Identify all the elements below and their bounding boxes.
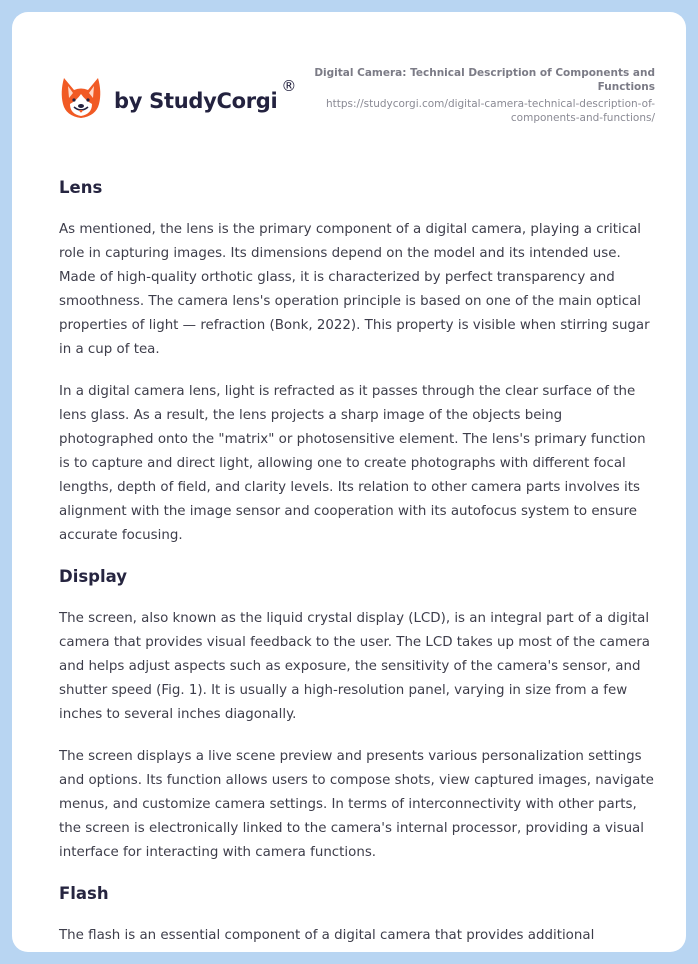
page-header	[12, 12, 686, 152]
document-meta	[295, 66, 655, 125]
section-heading-lens: Lens	[59, 178, 103, 197]
registered-mark: ®	[281, 77, 297, 95]
paragraph: The screen, also known as the liquid crystal display (LCD), is an integral part of a digital camera that provides visual feedback to the user. The LCD takes up most of the camera and helps adjust aspects such as exposure, the sensitivity of the camera's sensor, and shutter speed (Fig. 1). It is usually a high-resolution panel, varying in size from a few inches to several inches diagonally.	[59, 611, 650, 722]
corgi-head-icon	[60, 76, 102, 120]
brand-name: by StudyCorgi	[114, 89, 278, 113]
paragraph: The flash is an essential component of a digital camera that provides additional	[59, 928, 595, 943]
document-title: Digital Camera: Technical Description of Components and Functions	[314, 67, 655, 93]
paragraph: The screen displays a live scene preview and presents various personalization settings and options. Its function allows users to compose shots, view captured images, navigate menus, and customize camera settings. In terms of interconnectivity with other parts, the screen is electronically linked to the camera's internal processor, providing a visual interface for interacting with camera functions.	[59, 749, 654, 860]
studycorgi-logo[interactable]	[60, 76, 296, 120]
document-page	[12, 12, 686, 952]
document-url[interactable]: https://studycorgi.com/digital-camera-technical-description-of-components-and-functions/	[325, 98, 655, 124]
section-heading-flash: Flash	[59, 884, 109, 903]
paragraph: In a digital camera lens, light is refracted as it passes through the clear surface of the lens glass. As a result, the lens projects a sharp image of the objects being photographed onto the "matrix" or photosensitive element. The lens's primary function is to capture and direct light, allowing one to create photographs with different focal lengths, depth of field, and clarity levels. Its relation to other camera parts involves its alignment with the image sensor and cooperation with its autofocus system to ensure accurate focusing.	[59, 384, 646, 543]
paragraph: As mentioned, the lens is the primary component of a digital camera, playing a critical role in capturing images. Its dimensions depend on the model and its intended use. Made of high-quality orthotic glass, it is characterized by perfect transparency and smoothness. The camera lens's operation principle is based on one of the main optical properties of light — refraction (Bonk, 2022). This property is visible when stirring sugar in a cup of tea.	[59, 222, 650, 357]
section-heading-display: Display	[59, 567, 128, 586]
article-body	[59, 176, 659, 948]
